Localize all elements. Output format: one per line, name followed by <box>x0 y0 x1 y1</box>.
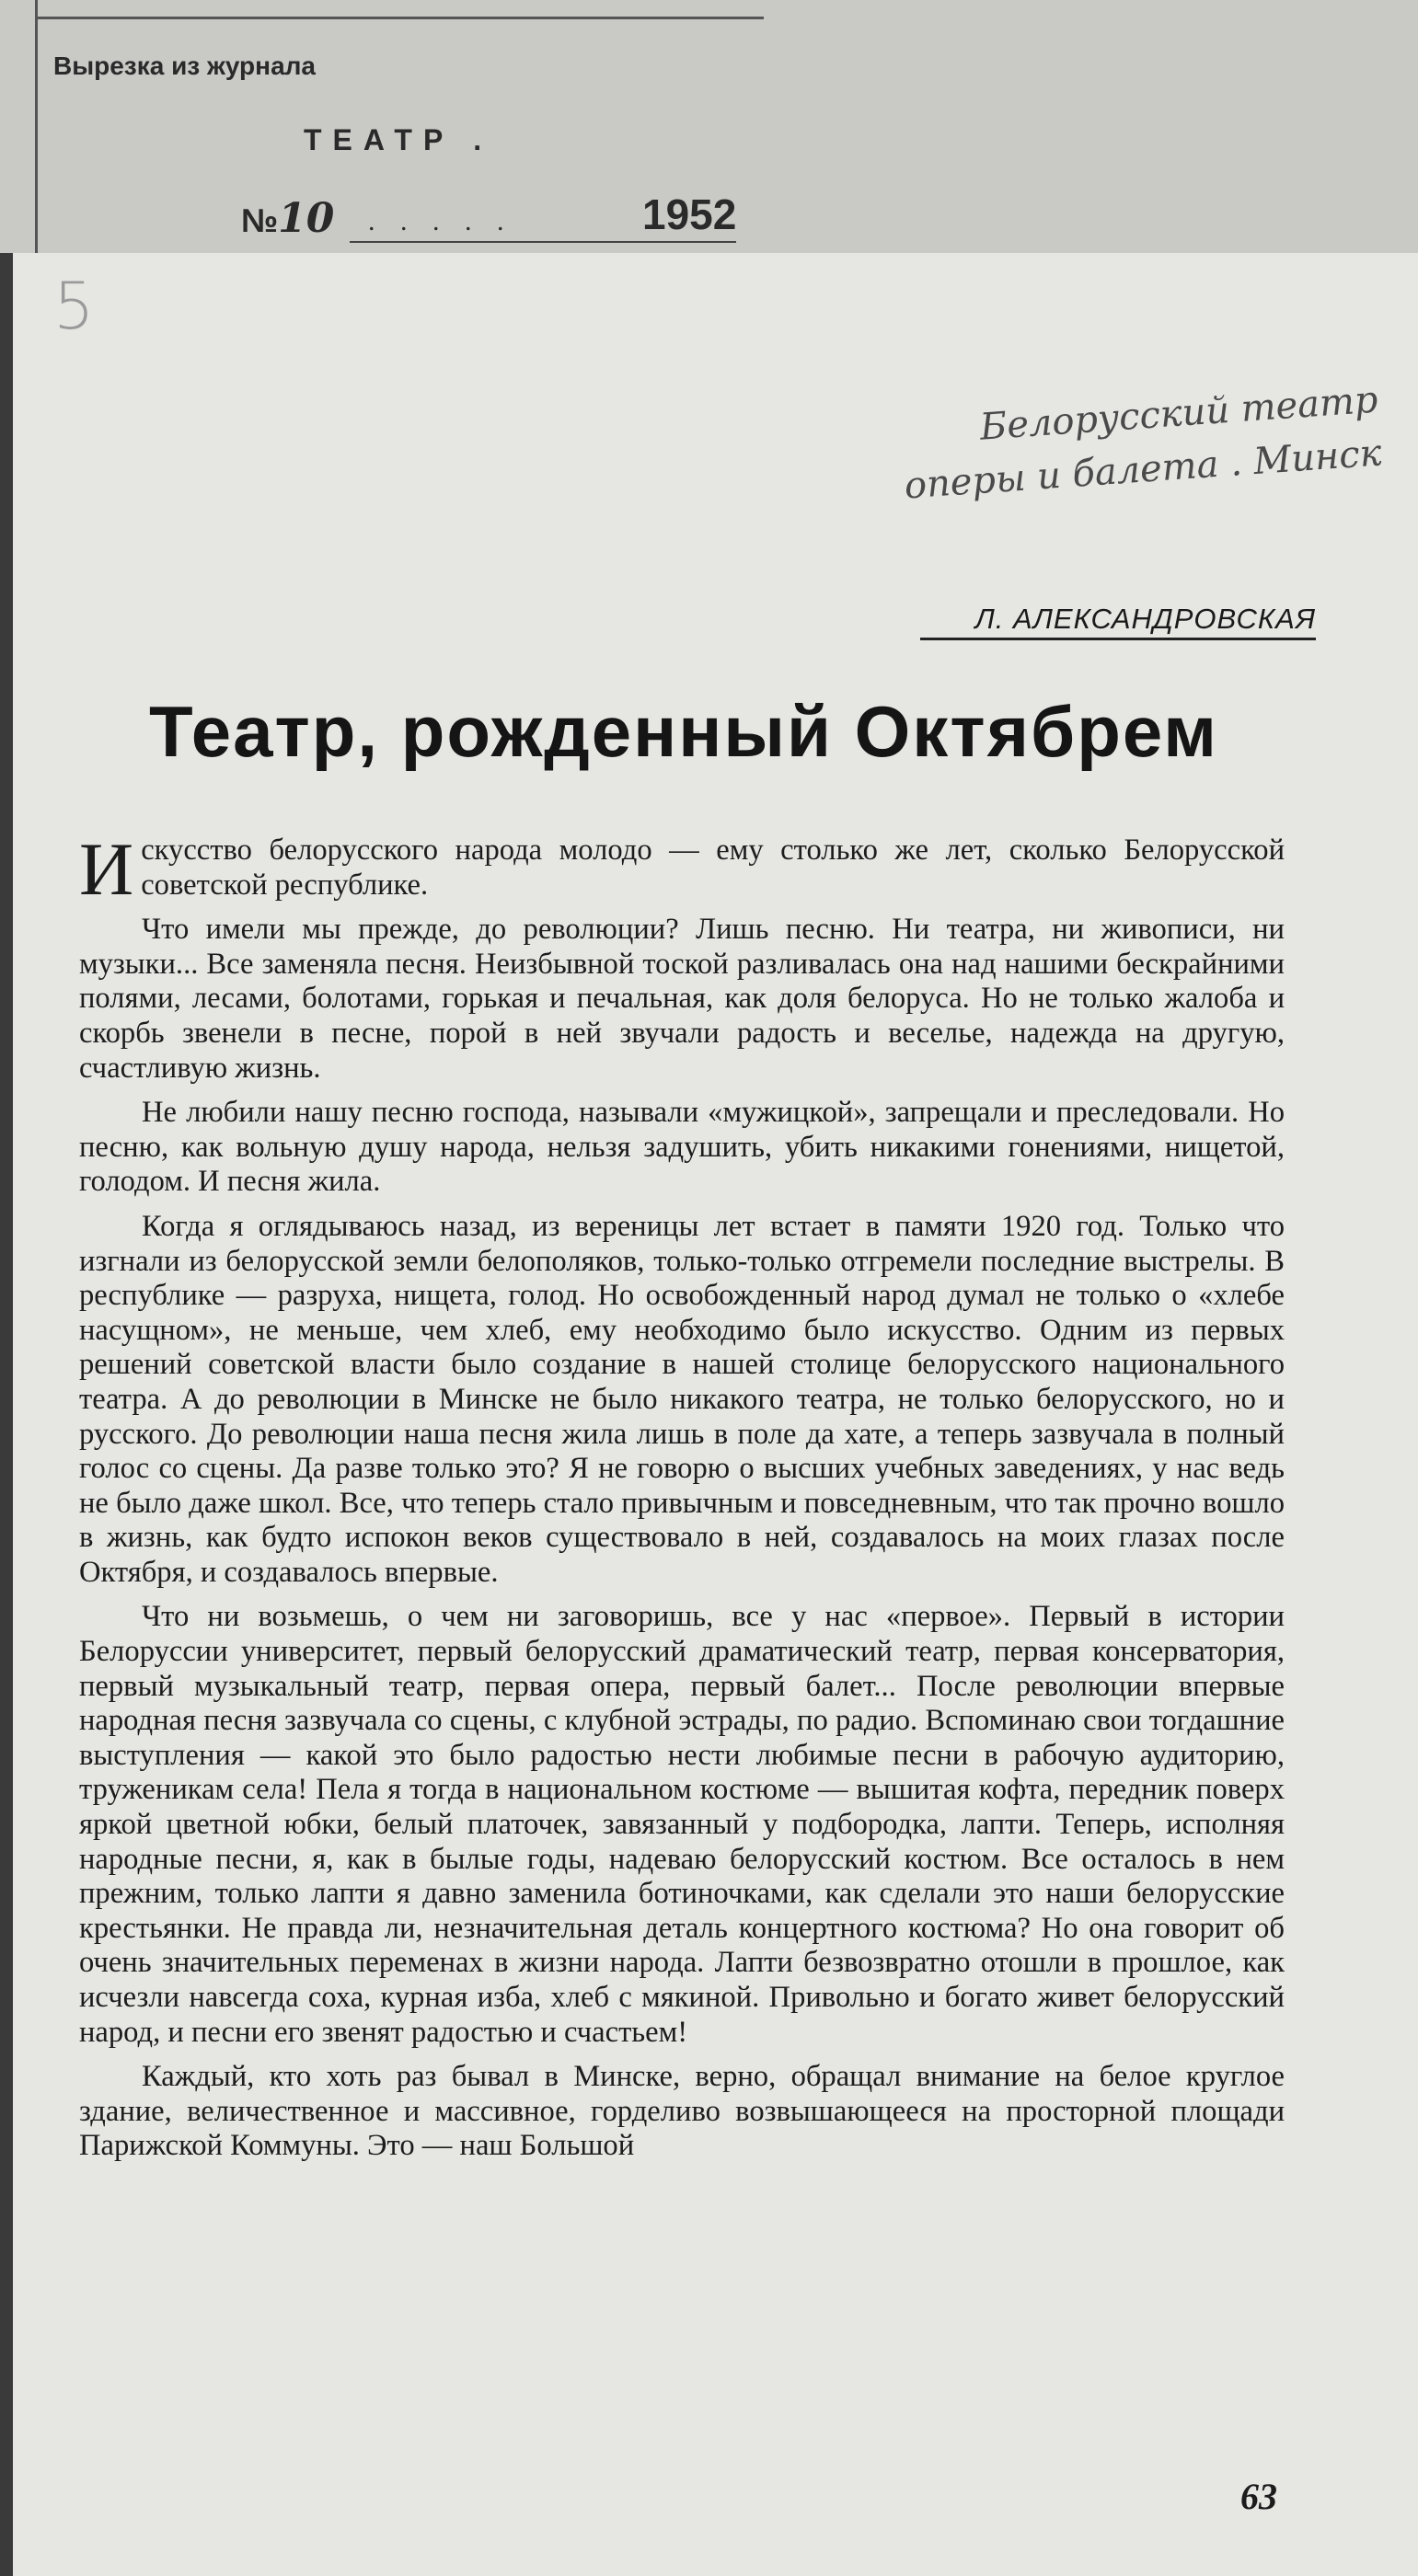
issue-number <box>241 195 334 242</box>
page-edge-shadow <box>0 253 13 2576</box>
paragraph-6: Каждый, кто хоть раз бывал в Минске, верно, обращал внимание на белое круглое здание, величественное и массивное, горделиво возвышающееся на просторной площади Парижской Коммуны. Это — наш Большой <box>79 2060 1285 2163</box>
paragraph-4: Когда я оглядываюсь назад, из вереницы лет встает в памяти 1920 год. Только что изгнали из белорусской земли белополяков, только-только отгремели последние выстрелы. В республике — разруха, нищета, голод. Но освобожденный народ думал не только о «хлебе насущном», не меньше, чем хлеб, ему необходимо было искусство. Одним из первых решений советской власти было создание в нашей столице белорусского национального театра. А до революции в Минске не было никакого театра, не только белорусского, но и русского. До революции наша песня жила лишь в поле да хате, а теперь зазвучала в полный голос со сцены. Да разве только это? Я не говорю о высших учебных заведениях, у нас ведь не было даже школ. Все, что теперь стало привычным и повседневным, что так прочно вошло в жизнь, как будто испокон веков существовало в ней, создавалось на моих глазах после Октября, и создавалось впервые. <box>79 1209 1285 1589</box>
magazine-name: ТЕАТР . <box>304 123 493 156</box>
issue-underline <box>350 241 736 243</box>
author-byline: Л. АЛЕКСАНДРОВСКАЯ <box>920 603 1316 640</box>
clipping-label <box>0 0 1418 253</box>
issue-year: 1952 <box>642 190 737 238</box>
article-title: Театр, рожденный Октябрем <box>149 691 1218 772</box>
paragraph-1 <box>79 827 1285 911</box>
issue-prefix: № <box>241 201 279 239</box>
page-number: 63 <box>1240 2476 1277 2517</box>
drop-cap: И <box>79 827 134 911</box>
paragraph-5: Что ни возьмешь, о чем ни заговоришь, все у нас «первое». Первый в истории Белоруссии университет, первый белорусский драматический театр, первая консерватория, первый музыкальный театр, первая опера, первый балет... После революции впервые народная песня зазвучала со сцены, с клубной эстрады, по радио. Вспоминаю свои тогдашние выступления — какой это было радостью нести любимые песни в рабочую аудиторию, труженикам села! Пела я тогда в национальном костюме — вышитая кофта, передник поверх яркой цветной юбки, белый платочек, завязанный у подбородка, лапти. Теперь, исполняя народные песни, я, как в былые годы, надеваю белорусский костюм. Все осталось в нем прежним, только лапти я давно заменила ботиночками, как сделали это наши белорусские крестьянки. Не правда ли, незначительная деталь концертного костюма? Но она говорит об очень значительных переменах в жизни народа. Лапти безвозвратно отошли в прошлое, как исчезли навсегда соха, курная изба, хлеб с мякиной. Привольно и богато живет белорусский народ, и песни его звенят радостью и счастьем! <box>79 1600 1285 2049</box>
pencil-mark: 5 <box>53 269 95 344</box>
issue-number-handwritten: 10 <box>278 195 335 242</box>
handwritten-note-line2: оперы и балета . Минск <box>903 431 1383 508</box>
label-divider <box>37 17 764 19</box>
issue-dots: . . . . . <box>368 206 513 236</box>
paragraph-3: Не любили нашу песню господа, называли «мужицкой», запрещали и преследовали. Но песню, как вольную душу народа, нельзя задушить, убить никакими гонениями, нищетой, голодом. И песня жила. <box>79 1096 1285 1199</box>
article-body <box>79 827 1285 2174</box>
clipping-source: Вырезка из журнала <box>53 52 317 80</box>
paragraph-1-text: скусство белорусского народа молодо — ему столько же лет, сколько Белорусской советской республике. <box>141 834 1285 902</box>
paragraph-2: Что имели мы прежде, до революции? Лишь песню. Ни театра, ни живописи, ни музыки... Все заменяла песня. Неизбывной тоской разливалась она над нашими бескрайними полями, лесами, болотами, горькая и печальная, как доля белоруса. Но не только жалоба и скорбь звенели в песне, порой в ней звучали радость и веселье, надежда на другую, счастливую жизнь. <box>79 913 1285 1085</box>
handwritten-note-line1: Белорусский театр <box>978 378 1379 449</box>
